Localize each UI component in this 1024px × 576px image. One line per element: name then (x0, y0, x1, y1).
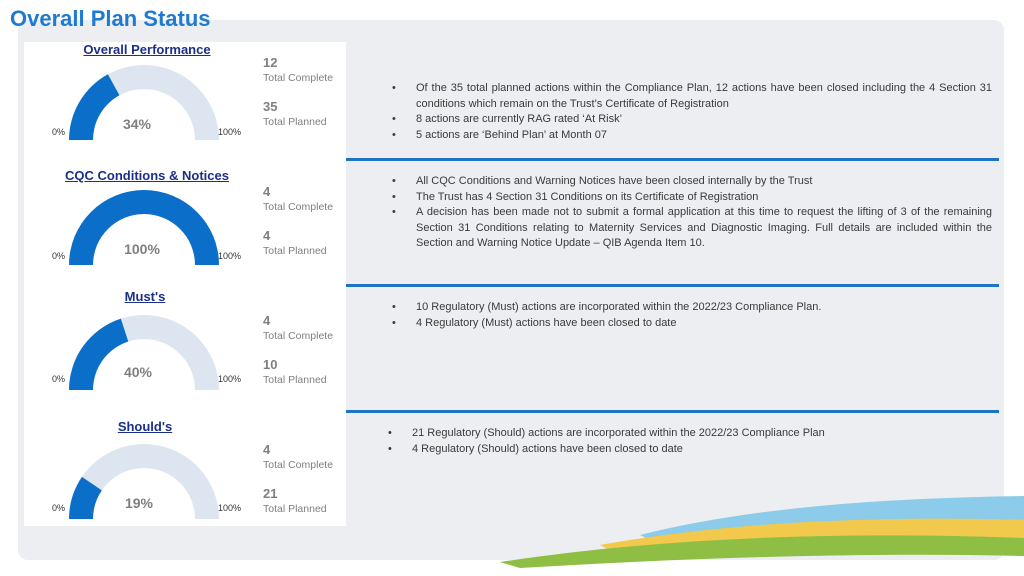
gauge-percent: 34% (122, 116, 152, 132)
gauge-max-label: 100% (218, 374, 242, 384)
gauge-percent: 40% (123, 364, 153, 380)
total-planned-value: 21 (263, 486, 278, 501)
bullet-item: • 4 Regulatory (Must) actions have been closed to date (390, 316, 992, 332)
bullet-item: • All CQC Conditions and Warning Notices have been closed internally by the Trust (390, 174, 992, 190)
bullet-list-cqc (390, 174, 992, 252)
total-complete-value: 4 (263, 184, 271, 199)
total-planned-label: Total Planned (263, 374, 327, 386)
bullet-item: • Of the 35 total planned actions within the Compliance Plan, 12 actions have been closed including the 4 Section 31 conditions which remain on the Trust’s Certificate of Registration (390, 81, 992, 112)
total-complete-label: Total Complete (263, 459, 334, 471)
section-divider (346, 410, 999, 413)
total-planned-label: Total Planned (263, 245, 327, 257)
gauge-min-label: 0% (52, 251, 66, 261)
gauge-percent: 19% (124, 495, 154, 511)
total-planned-value: 10 (263, 357, 278, 372)
bullet-list-shoulds (386, 426, 988, 457)
section-divider (346, 284, 999, 287)
total-planned-label: Total Planned (263, 503, 327, 515)
total-complete-label: Total Complete (263, 330, 334, 342)
total-planned-value: 4 (263, 228, 271, 243)
total-planned-value: 35 (263, 99, 278, 114)
section-title-shoulds: Should's (117, 419, 173, 434)
gauge-min-label: 0% (52, 127, 66, 137)
total-complete-value: 4 (263, 313, 271, 328)
bullet-item: • A decision has been made not to submit a formal application at this time to request the lifting of 3 of the remaining Section 31 Conditions relating to Maternity Services and Diagnostic Imaging. Full details are included within the Section and Warning Notice Update – QIB Agenda Item 10. (390, 205, 992, 252)
total-planned-label: Total Planned (263, 116, 327, 128)
total-complete-value: 4 (263, 442, 271, 457)
bullet-item: • 8 actions are currently RAG rated ‘At Risk’ (390, 112, 992, 128)
section-title-musts: Must's (124, 289, 166, 304)
section-title-overall-performance: Overall Performance (83, 42, 211, 57)
bullet-item: • 10 Regulatory (Must) actions are incorporated within the 2022/23 Compliance Plan. (390, 300, 992, 316)
gauge-max-label: 100% (218, 251, 242, 261)
gauge-max-label: 100% (218, 127, 242, 137)
bullet-list-overall (390, 81, 992, 143)
section-title-cqc-conditions: CQC Conditions & Notices (65, 168, 229, 183)
total-complete-label: Total Complete (263, 72, 334, 84)
total-complete-value: 12 (263, 55, 278, 70)
page-title: Overall Plan Status (10, 6, 211, 31)
total-complete-label: Total Complete (263, 201, 334, 213)
bullet-item: • 21 Regulatory (Should) actions are incorporated within the 2022/23 Compliance Plan (386, 426, 988, 442)
bullet-item: • The Trust has 4 Section 31 Conditions on its Certificate of Registration (390, 190, 992, 206)
gauge-percent: 100% (124, 241, 160, 257)
bullet-item: • 5 actions are ‘Behind Plan’ at Month 07 (390, 128, 992, 144)
bullet-item: • 4 Regulatory (Should) actions have been closed to date (386, 442, 988, 458)
gauge-max-label: 100% (218, 503, 242, 513)
section-divider (346, 158, 999, 161)
bullet-list-musts (390, 300, 992, 331)
gauge-min-label: 0% (52, 503, 66, 513)
gauge-min-label: 0% (52, 374, 66, 384)
